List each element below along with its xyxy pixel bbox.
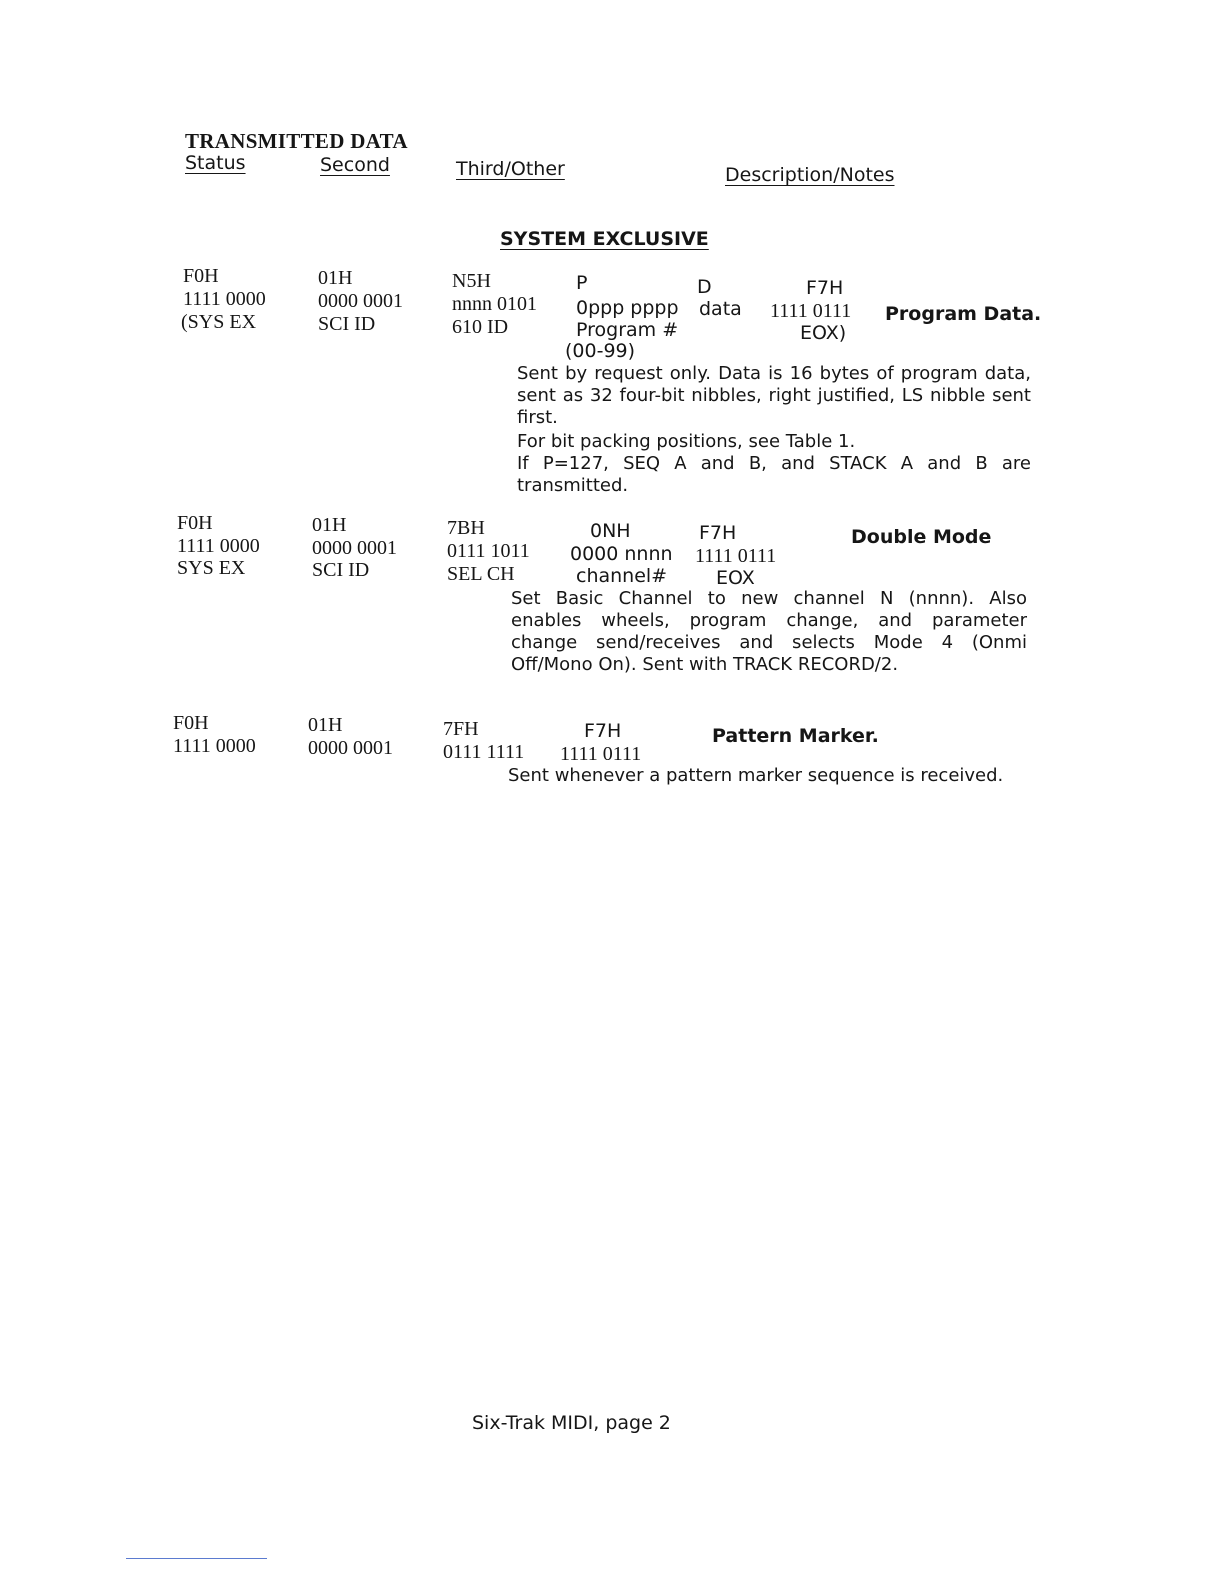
page-title: TRANSMITTED DATA (185, 129, 408, 153)
channel-byte-hex: 0NH (590, 520, 631, 542)
column-header-description: Description/Notes (725, 164, 895, 186)
eox-binary: 1111 0111 (560, 743, 642, 765)
second-hex: 01H (312, 514, 347, 536)
third-label: SEL CH (447, 563, 515, 585)
second-binary: 0000 0001 (312, 537, 397, 559)
p-byte-binary: 0ppp pppp (576, 297, 679, 319)
third-hex: 7FH (443, 718, 479, 740)
scan-edge-line (126, 1558, 267, 1559)
note-line: Set Basic Channel to new channel N (nnnn). Also enables wheels, program change, and parameter change send/receives and selects Mode 4 (Onmi Off/Mono On). Sent with TRACK RECORD/2. (511, 588, 1027, 675)
column-header-third: Third/Other (456, 158, 565, 180)
third-hex: 7BH (447, 517, 485, 539)
section-heading: SYSTEM EXCLUSIVE (500, 228, 709, 250)
channel-byte-binary: 0000 nnnn (570, 543, 673, 565)
eox-hex: F7H (699, 522, 737, 544)
message-name: Program Data. (885, 303, 1042, 325)
second-label: SCI ID (312, 559, 370, 581)
note-line: If P=127, SEQ A and B, and STACK A and B are transmitted. (517, 453, 1031, 496)
eox-binary: 1111 0111 (770, 300, 852, 322)
note-line: Sent whenever a pattern marker sequence is received. (508, 765, 1004, 786)
status-binary: 1111 0000 (177, 535, 260, 557)
message-name: Pattern Marker. (712, 725, 879, 747)
third-hex: N5H (452, 270, 491, 292)
third-binary: nnnn 0101 (452, 293, 537, 315)
message-notes (511, 588, 1027, 676)
eox-hex: F7H (584, 720, 622, 742)
eox-binary: 1111 0111 (695, 545, 777, 567)
status-hex: F0H (173, 712, 209, 734)
third-label: 610 ID (452, 316, 509, 338)
second-hex: 01H (308, 714, 343, 736)
column-header-status: Status (185, 152, 246, 174)
second-binary: 0000 0001 (318, 290, 403, 312)
second-label: SCI ID (318, 313, 376, 335)
p-byte-range: (00-99) (565, 340, 636, 362)
status-label: SYS EX (177, 557, 246, 579)
eox-label: EOX (716, 567, 755, 589)
status-binary: 1111 0000 (173, 735, 256, 757)
d-byte-hex: D (697, 276, 712, 298)
second-binary: 0000 0001 (308, 737, 393, 759)
note-line: Sent by request only. Data is 16 bytes of program data, sent as 32 four-bit nibbles, right justified, LS nibble sent first. (517, 363, 1031, 428)
second-hex: 01H (318, 267, 353, 289)
note-line: For bit packing positions, see Table 1. (517, 431, 856, 452)
d-byte-binary: data (699, 298, 742, 320)
status-hex: F0H (183, 265, 219, 287)
page-footer: Six-Trak MIDI, page 2 (472, 1412, 671, 1434)
status-label: (SYS EX (181, 311, 257, 333)
eox-hex: F7H (806, 277, 844, 299)
p-byte-label: Program # (576, 319, 679, 341)
status-hex: F0H (177, 512, 213, 534)
status-binary: 1111 0000 (183, 288, 266, 310)
third-binary: 0111 1111 (443, 741, 525, 763)
column-header-second: Second (320, 154, 390, 176)
p-byte-hex: P (576, 272, 588, 294)
message-notes (517, 363, 1031, 497)
message-notes (508, 765, 1024, 787)
third-binary: 0111 1011 (447, 540, 530, 562)
eox-label: EOX) (800, 322, 847, 344)
message-name: Double Mode (851, 526, 992, 548)
channel-byte-label: channel# (576, 565, 668, 587)
